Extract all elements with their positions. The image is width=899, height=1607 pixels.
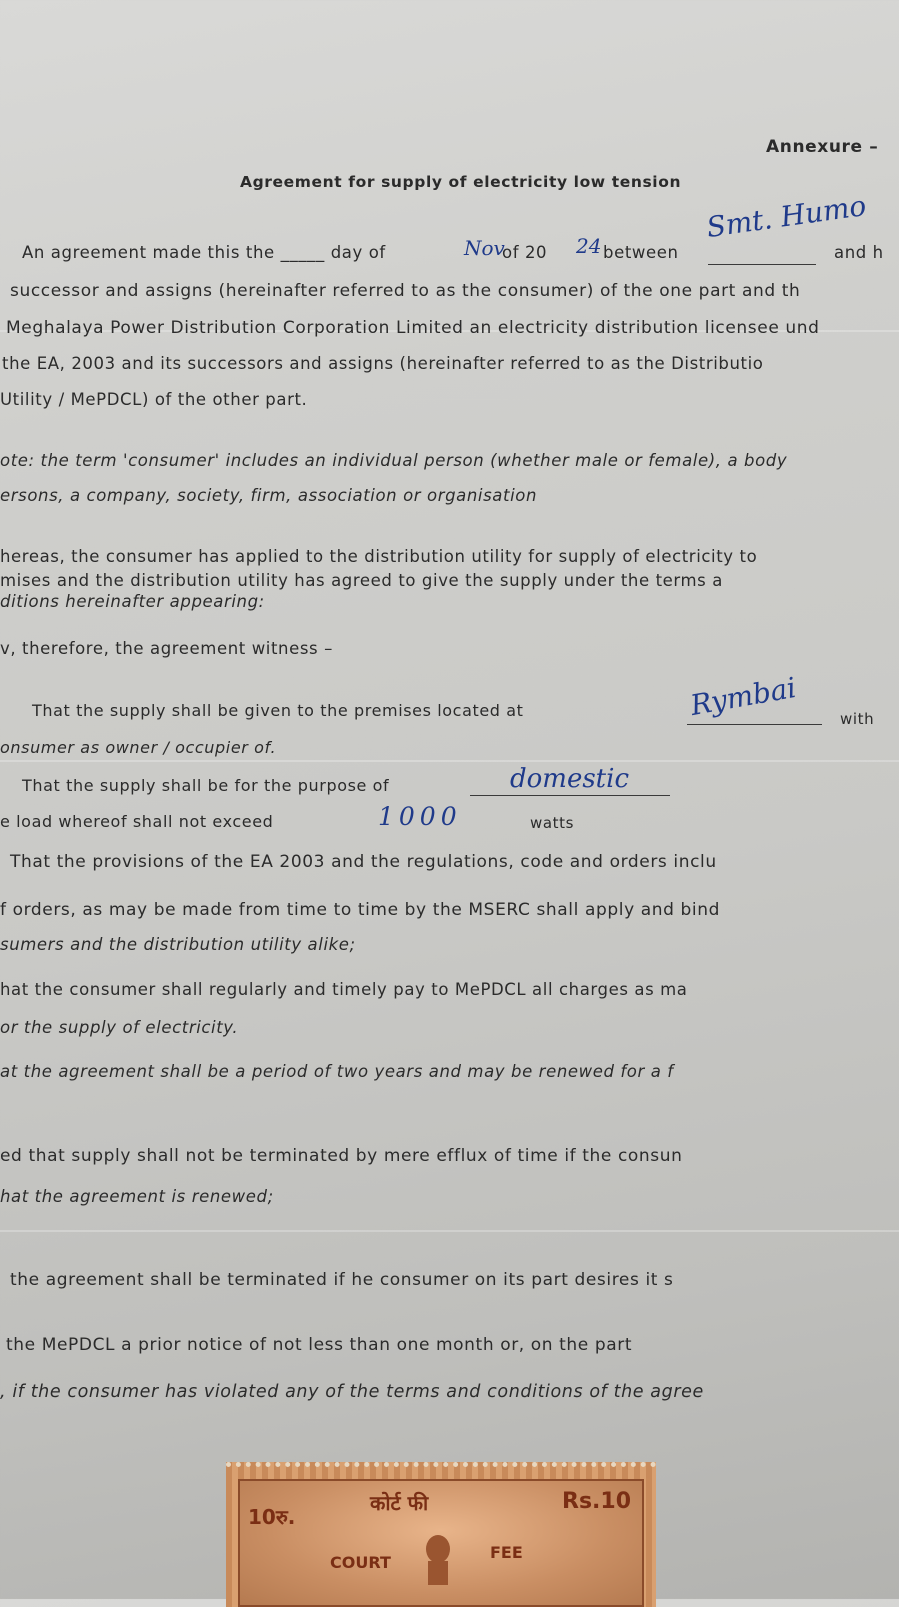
with-label: with [840,710,875,728]
watts-label: watts [530,814,575,832]
witness-line: v, therefore, the agreement witness – [0,639,333,658]
body-line: ed that supply shall not be terminated by mere efflux of time if the consun [0,1146,683,1166]
load-handwritten: 1000 [378,802,462,831]
annexure-label: Annexure – [766,137,879,157]
purpose-handwritten: domestic [510,764,630,794]
stamp-value-right: Rs.10 [562,1489,632,1514]
year-handwritten: 24 [576,234,602,258]
between-label: between [603,243,679,262]
body-line: successor and assigns (hereinafter referred to as the consumer) of the one part and th [10,281,801,301]
clause-load: e load whereof shall not exceed [0,812,274,831]
body-line: hat the consumer shall regularly and timely pay to MePDCL all charges as ma [0,980,688,999]
whereas-line: hereas, the consumer has applied to the distribution utility for supply of electricity to [0,547,758,566]
and-his-label: and h [834,243,884,262]
note-line: ersons, a company, society, firm, association or organisation [0,486,538,505]
body-line: Utility / MePDCL) of the other part. [0,390,308,409]
clause-purpose: That the supply shall be for the purpose of [22,776,390,795]
body-line: the EA, 2003 and its successors and assigns (hereinafter referred to as the Distributio [2,354,764,373]
court-fee-stamp [226,1462,656,1607]
note-line: ote: the term 'consumer' includes an individual person (whether male or female), a body [0,451,788,470]
body-line: or the supply of electricity. [0,1018,239,1037]
body-line: f orders, as may be made from time to time by the MSERC shall apply and bind [0,900,720,920]
month-handwritten: Nov [464,236,505,260]
body-line: , if the consumer has violated any of the terms and conditions of the agree [0,1382,704,1402]
body-line: sumers and the distribution utility alike; [0,935,356,954]
year-prefix: of 20 [502,243,548,262]
document-title: Agreement for supply of electricity low tension [240,173,682,191]
body-line: onsumer as owner / occupier of. [0,738,277,757]
stamp-value-left: 10रु. [248,1505,296,1529]
body-line: the agreement shall be terminated if he consumer on its part desires it s [10,1270,674,1290]
whereas-line: mises and the distribution utility has agreed to give the supply under the terms a [0,571,723,590]
premises-handwritten: Rymbai [687,671,799,722]
agreement-opening: An agreement made this the _____ day of [22,243,386,262]
stamp-top-text: कोर्ट फी [370,1491,429,1515]
body-line: the MePDCL a prior notice of not less than one month or, on the part [6,1335,633,1355]
clause-premises: That the supply shall be given to the premises located at [32,701,524,720]
body-line: at the agreement shall be a period of two years and may be renewed for a f [0,1062,674,1081]
whereas-line: ditions hereinafter appearing: [0,592,265,611]
stamp-fee-text: FEE [490,1543,523,1562]
ashoka-emblem-icon [418,1531,458,1591]
body-line: hat the agreement is renewed; [0,1187,274,1206]
consumer-name-handwritten: Smt. Humo [704,188,869,245]
body-line: That the provisions of the EA 2003 and the regulations, code and orders inclu [10,852,717,872]
body-line: Meghalaya Power Distribution Corporation Limited an electricity distribution licensee und [6,318,820,338]
stamp-court-text: COURT [330,1553,391,1572]
